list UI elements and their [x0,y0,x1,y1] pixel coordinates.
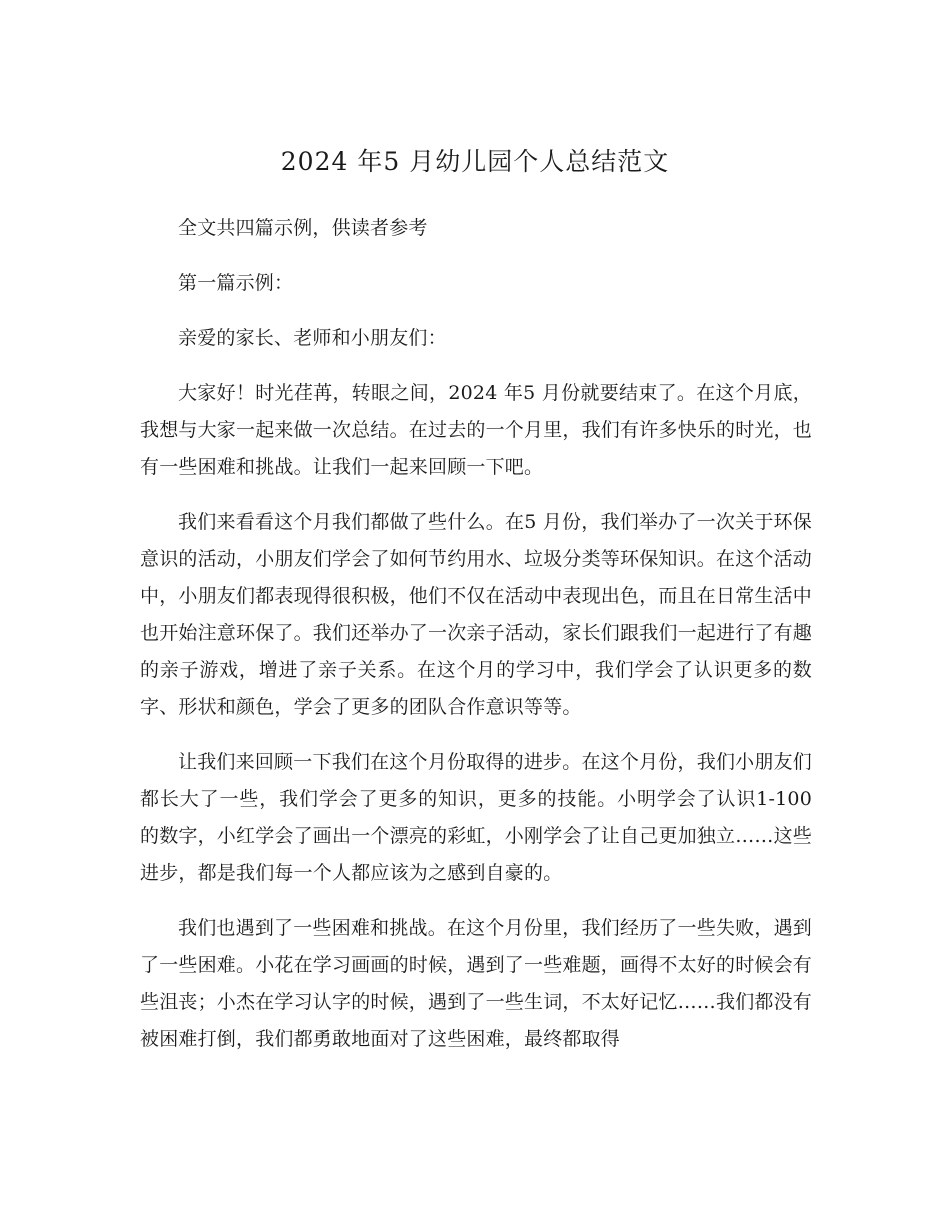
body-paragraph: 让我们来回顾一下我们在这个月份取得的进步。在这个月份，我们小朋友们都长大了一些，我们学会了更多的知识，更多的技能。小明学会了认识1-100 的数字，小红学会了画出一个漂亮的彩虹，小刚学会了让自己更加独立……这些进步，都是我们每一个人都应该为之感到自豪的。 [140,751,813,884]
body-paragraph: 大家好！时光荏苒，转眼之间，2024 年5 月份就要结束了。在这个月底，我想与大家一起来做一次总结。在过去的一个月里，我们有许多快乐的时光，也有一些困难和挑战。让我们一起来回顾一下吧。 [140,382,813,478]
document-body [140,210,812,1076]
salutation: 亲爱的家长、老师和小朋友们： [178,327,447,349]
body-paragraph: 我们也遇到了一些困难和挑战。在这个月份里，我们经历了一些失败，遇到了一些困难。小花在学习画画的时候，遇到了一些难题，画得不太好的时候会有些沮丧；小杰在学习认字的时候，遇到了一些生词，不太好记忆……我们都没有被困难打倒，我们都勇敢地面对了这些困难，最终都取得 [140,917,813,1050]
body-paragraph: 我们来看看这个月我们都做了些什么。在5 月份，我们举办了一次关于环保意识的活动，小朋友们学会了如何节约用水、垃圾分类等环保知识。在这个活动中，小朋友们都表现得很积极，他们不仅在活动中表现出色，而且在日常生活中也开始注意环保了。我们还举办了一次亲子活动，家长们跟我们一起进行了有趣的亲子游戏，增进了亲子关系。在这个月的学习中，我们学会了认识更多的数字、形状和颜色，学会了更多的团队合作意识等等。 [140,511,813,718]
document-title: 2024 年5 月幼儿园个人总结范文 [280,147,670,176]
example-heading: 第一篇示例： [178,272,294,294]
intro-note: 全文共四篇示例，供读者参考 [178,217,428,239]
